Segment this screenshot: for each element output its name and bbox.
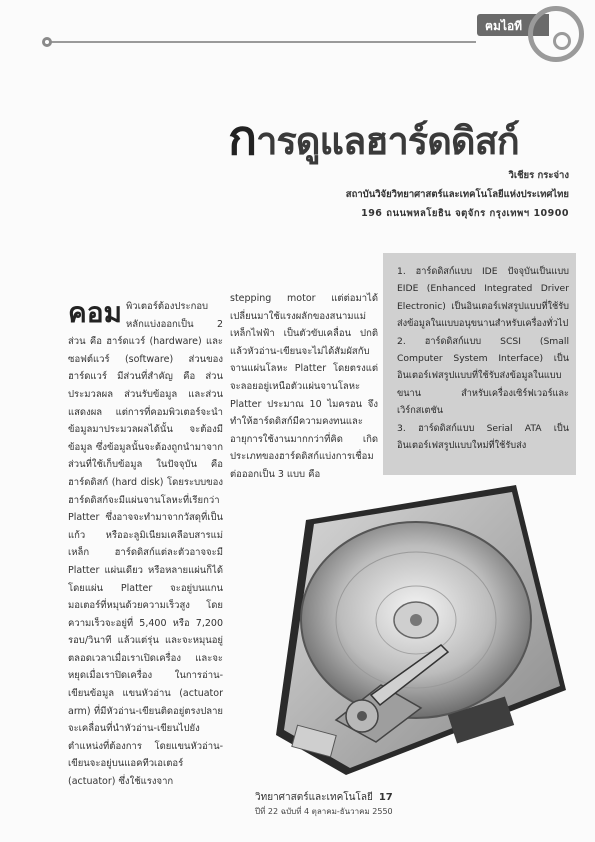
dropcap: คอม	[68, 296, 123, 329]
hard-disk-illustration	[266, 480, 576, 780]
column-1-text: หลักแบ่งออกเป็น 2 ส่วน คือ ฮาร์ดแวร์ (hardware) และซอฟต์แวร์ (software) ส่วนของฮาร์ดแวร์ มีส่วนที่สำคัญ คือ ส่วนประมวลผล ส่วนรับข้อมูล และส่วนแสดงผล แต่การที่คอมพิวเตอร์จะนำข้อมูลมาประมวลผลได้นั้น จะต้องมีข้อมูล ซึ่งข้อมูลนั้นจะต้องถูกนำมาจากส่วนที่ใช้เก็บข้อมูล ในปัจจุบัน คือ ฮาร์ดดิสก์ (hard disk) โดยระบบของฮาร์ดดิสก์จะมีแผ่นจานโลหะที่เรียกว่า Platter ซึ่งอาจจะทำมาจากวัสดุที่เป็นแก้ว หรืออะลูมิเนียมเคลือบสารแม่เหล็ก ฮาร์ดดิสก์แต่ละตัวอาจจะมี Platter แผ่นเดียว หรือหลายแผ่นก็ได้ โดยแผ่น Platter จะอยู่บนแกนมอเตอร์ที่หมุนด้วยความเร็วสูง โดยความเร็วจะอยู่ที่ 5,400 หรือ 7,200 รอบ/วินาที แล้วแต่รุ่น และจะหมุนอยู่ตลอดเวลาเมื่อเราเปิดเครื่อง และจะหยุดเมื่อเราปิดเครื่อง ในการอ่าน-เขียนข้อมูล แขนหัวอ่าน (actuator arm) ที่มีหัวอ่าน-เขียนติดอยู่ตรงปลาย จะเคลื่อนที่นำหัวอ่าน-เขียนไปยังตำแหน่งที่ต้องการ โดยแขนหัวอ่าน-เขียนจะอยู่บนแอคทีวเอเตอร์ (actuator) ซึ่งใช้แรงจาก	[68, 318, 223, 788]
footer-issue: ปีที่ 22 ฉบับที่ 4 ตุลาคม-ธันวาคม 2550	[255, 807, 393, 816]
interface-sidebar	[383, 253, 576, 475]
header-rule-dot	[42, 37, 52, 47]
sidebar-item: 3. ฮาร์ดดิสก์แบบ Serial ATA เป็นอินเตอร์เฟสรูปแบบใหม่ที่ใช้รับส่ง	[397, 422, 569, 452]
column-1-first-line: พิวเตอร์ต้องประกอบ	[126, 301, 209, 312]
sidebar-item: 2. ฮาร์ดดิสก์แบบ SCSI (Small Computer System Interface) เป็นอินเตอร์เฟสรูปแบบที่ใช้รับส่งข้อมูลในแบบขนาน สำหรับเครื่องเซิร์ฟเวอร์และเวิร์กสเตชัน	[397, 335, 569, 417]
column-1	[68, 296, 223, 788]
article-title	[228, 100, 519, 176]
hard-disk-icon	[266, 480, 576, 780]
decorative-ring-small-icon	[553, 32, 571, 50]
author-address: 196 ถนนพหลโยธิน จตุจักร กรุงเทพฯ 10900	[361, 208, 569, 219]
author-name: วิเชียร กระจ่าง	[508, 170, 569, 181]
author-affiliation: สถาบันวิจัยวิทยาศาสตร์และเทคโนโลยีแห่งประเทศไทย	[345, 189, 569, 200]
header-rule	[44, 41, 476, 43]
title-rest: ารดูแลฮาร์ดดิสก์	[256, 119, 519, 163]
footer-journal-name: วิทยาศาสตร์และเทคโนโลยี	[255, 792, 373, 803]
page-number: 17	[378, 792, 393, 803]
title-first-letter: ก	[228, 110, 257, 166]
sidebar-text	[397, 263, 569, 454]
sidebar-item: 1. ฮาร์ดดิสก์แบบ IDE ปัจจุบันเป็นแบบ EIDE (Enhanced Integrated Driver Electronic) เป็นอินเตอร์เฟสรูปแบบที่ใช้รับส่งข้อมูลในแบบอนุขนานสำหรับเครื่องทั่วไป	[397, 266, 569, 330]
section-tab-label: ฅมไอที	[485, 19, 523, 33]
column-2	[230, 290, 378, 480]
column-2-text: stepping motor แต่ต่อมาได้เปลี่ยนมาใช้แรงผลักของสนามแม่เหล็กไฟฟ้า เป็นตัวขับเคลื่อน ปกติแล้วหัวอ่าน-เขียนจะไม่ได้สัมผัสกับจานแผ่นโลหะ Platter โดยตรงแต่จะลอยอยู่เหนือตัวแผ่นจานโลหะ Platter ประมาณ 10 ไมครอน จึงทำให้ฮาร์ดดิสก์มีความคงทนและอายุการใช้งานมากกว่าที่คิด เกิดประเภทของฮาร์ดดิสก์แบ่งการเชื่อมต่อออกเป็น 3 แบบ คือ	[230, 293, 378, 480]
footer-journal	[255, 790, 393, 805]
